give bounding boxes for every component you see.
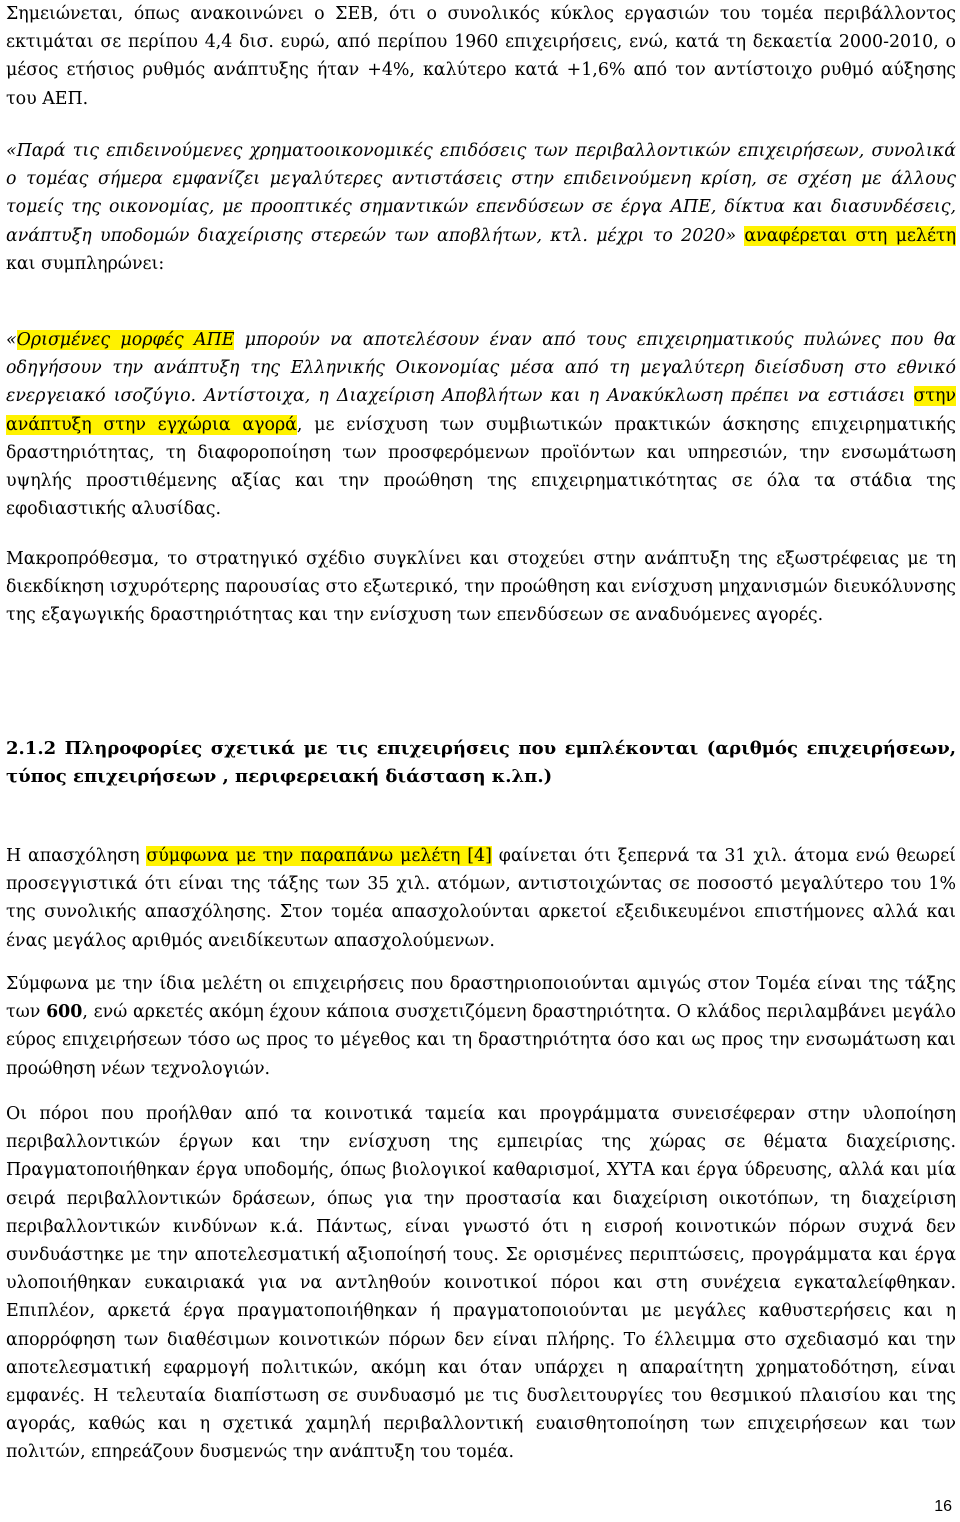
highlight-renewables: Ορισμένες μορφές ΑΠΕ xyxy=(16,330,235,350)
page-number: 16 xyxy=(934,1498,952,1515)
quote-paragraph-2 xyxy=(6,326,956,523)
quote-2-open: « xyxy=(6,330,17,350)
highlight-study-reference: αναφέρεται στη μελέτη xyxy=(744,225,957,246)
paragraph-community-funds: Οι πόροι που προήλθαν από τα κοινοτικά ταμεία και προγράμματα συνεισέφεραν στην υλοποίηση περιβαλλοντικών έργων και την ενίσχυση της εμπειρίας της χώρας σε θέματα διαχείρισης. Πραγματοποιήθηκαν έργα υποδομής, όπως βιολογικοί καθαρισμοί, ΧΥΤΑ και έργα ύδρευσης, αλλά και μία σειρά περιβαλλοντικών δράσεων, όπως για την προστασία και διαχείριση οικοτόπων, τη διαχείριση περιβαλλοντικών κινδύνων κ.ά. Πάντως, είναι γνωστό ότι η εισροή κοινοτικών πόρων συχνά δεν συνδυάστηκε με την αποτελεσματική αξιοποίησή τους. Σε ορισμένες περιπτώσεις, προγράμματα και έργα υλοποιήθηκαν ευκαιριακά για να αντληθούν κοινοτικοί πόροι και στη συνέχεια εγκαταλείφθηκαν. Επιπλέον, αρκετά έργα πραγματοποιήθηκαν ή πραγματοποιούνται με μεγάλες καθυστερήσεις και η απορρόφηση των διαθέσιμων κοινοτικών πόρων δεν είναι πλήρης. Το έλλειμμα στο σχεδιασμό και την αποτελεσματική εφαρμογή πολιτικών, ακόμη και όταν υπάρχει η απαραίτητη χρηματοδότηση, είναι εμφανές. Η τελευταία διαπίστωση σε συνδυασμό με τις δυσλειτουργίες του θεσμικού πλαισίου και της αγοράς, καθώς και η σχετικά χαμηλή περιβαλλοντική ευαισθητοποίηση των επιχειρήσεων και των πολιτών, επηρεάζουν δυσμενώς την ανάπτυξη του τομέα. xyxy=(6,1104,956,1463)
paragraph-employment xyxy=(6,842,956,955)
paragraph-enterprises xyxy=(6,970,956,1083)
quote-2-rest: , με ενίσχυση των συμβιωτικών πρακτικών άσκησης επιχειρηματικής δραστηριότητας, τη διαφοροποίηση των προσφερόμενων προϊόντων και υπηρεσιών, την ενσωμάτωση υψηλής προστιθέμενης αξίας και την προώθηση της επιχειρηματικότητας σε όλα τα στάδια της εφοδιαστικής αλυσίδας. xyxy=(6,414,957,520)
quote-2-text: μπορούν να αποτελέσουν έναν από τους επιχειρηματικούς πυλώνες που θα οδηγήσουν την ανάπτυξη της Ελληνικής Οικονομίας μέσα από τη μεγαλύτερη διείσδυση στο εθνικό ενεργειακό ισοζύγιο. Αντίστοιχα, η Διαχείριση Αποβλήτων και η Ανακύκλωση πρέπει να εστιάσει xyxy=(6,330,956,407)
employment-text-start: Η απασχόληση xyxy=(6,846,147,866)
employment-text-rest: φαίνεται ότι ξεπερνά τα 31 χιλ. άτομα ενώ θεωρεί προσεγγιστικά ότι είναι της τάξης των 35 χιλ. ατόμων, αντιστοιχώντας σε ποσοστό μεγαλύτερο του 1% της συνολικής απασχόλησης. Στον τομέα απασχολούνται αρκετοί εξειδικευμένοι επιστήμονες αλλά και ένας μεγάλος αριθμός ανειδίκευτων απασχολούμενων. xyxy=(6,846,956,951)
paragraph-seb-intro: Σημειώνεται, όπως ανακοινώνει ο ΣΕΒ, ότι ο συνολικός κύκλος εργασιών του τομέα περιβάλλοντος εκτιμάται σε περίπου 4,4 δισ. ευρώ, από περίπου 1960 επιχειρήσεις, ενώ, κατά τη δεκαετία 2000-2010, ο μέσος ετήσιος ρυθμός ανάπτυξης ήταν +4%, καλύτερο κατά +1,6% από τον αντίστοιχο ρυθμό αύξησης του ΑΕΠ. xyxy=(6,4,956,109)
quote-1-continuation: και συμπληρώνει: xyxy=(6,253,165,274)
quote-1-text: «Παρά τις επιδεινούμενες χρηματοοικονομικές επιδόσεις των περιβαλλοντικών επιχειρήσεων, συνολικά ο τομέας σήμερα εμφανίζει μεγαλύτερες αντιστάσεις στην επιδεινούμενη κρίση, σε σχέση με άλλους τομείς της οικονομίας, με προοπτικές σημαντικών επενδύσεων σε έργα ΑΠΕ, δίκτυα και διασυνδέσεις, ανάπτυξη υποδομών διαχείρισης στερεών των αποβλήτων, κτλ. μέχρι το 2020» xyxy=(6,141,956,246)
quote-paragraph-3: Μακροπρόθεσμα, το στρατηγικό σχέδιο συγκλίνει και στοχεύει στην ανάπτυξη της εξωστρέφειας με τη διεκδίκηση ισχυρότερης παρουσίας στο εξωτερικό, την προώθηση και ενίσχυση μηχανισμών διευκόλυνσης της εξαγωγικής δραστηριότητας και την ενίσχυση των επενδύσεων σε αναδυόμενες αγορές. xyxy=(6,549,956,626)
highlight-domestic-market: στην ανάπτυξη στην εγχώρια αγορά xyxy=(6,386,956,435)
enterprises-count: 600 xyxy=(46,1002,83,1023)
enterprises-text-start: Σύμφωνα με την ίδια μελέτη οι επιχειρήσεις που δραστηριοποιούνται αμιγώς στον Τομέα είναι της τάξης των xyxy=(6,974,956,1023)
quote-paragraph-1 xyxy=(6,137,956,278)
highlight-study-citation: σύμφωνα με την παραπάνω μελέτη [4] xyxy=(146,846,492,866)
enterprises-text-rest: , ενώ αρκετές ακόμη έχουν κάποια συσχετιζόμενη δραστηριότητα. Ο κλάδος περιλαμβάνει μεγάλο εύρος επιχειρήσεων τόσο ως προς το μέγεθος και τη δραστηριότητα όσο και ως προς την ενσωμάτωση και προώθηση νέων τεχνολογιών. xyxy=(6,1002,956,1079)
section-heading-2-1-2: 2.1.2 Πληροφορίες σχετικά με τις επιχειρήσεις που εμπλέκονται (αριθμός επιχειρήσεων, τύπος επιχειρήσεων , περιφερειακή διάσταση κ.λπ.) xyxy=(6,738,956,787)
